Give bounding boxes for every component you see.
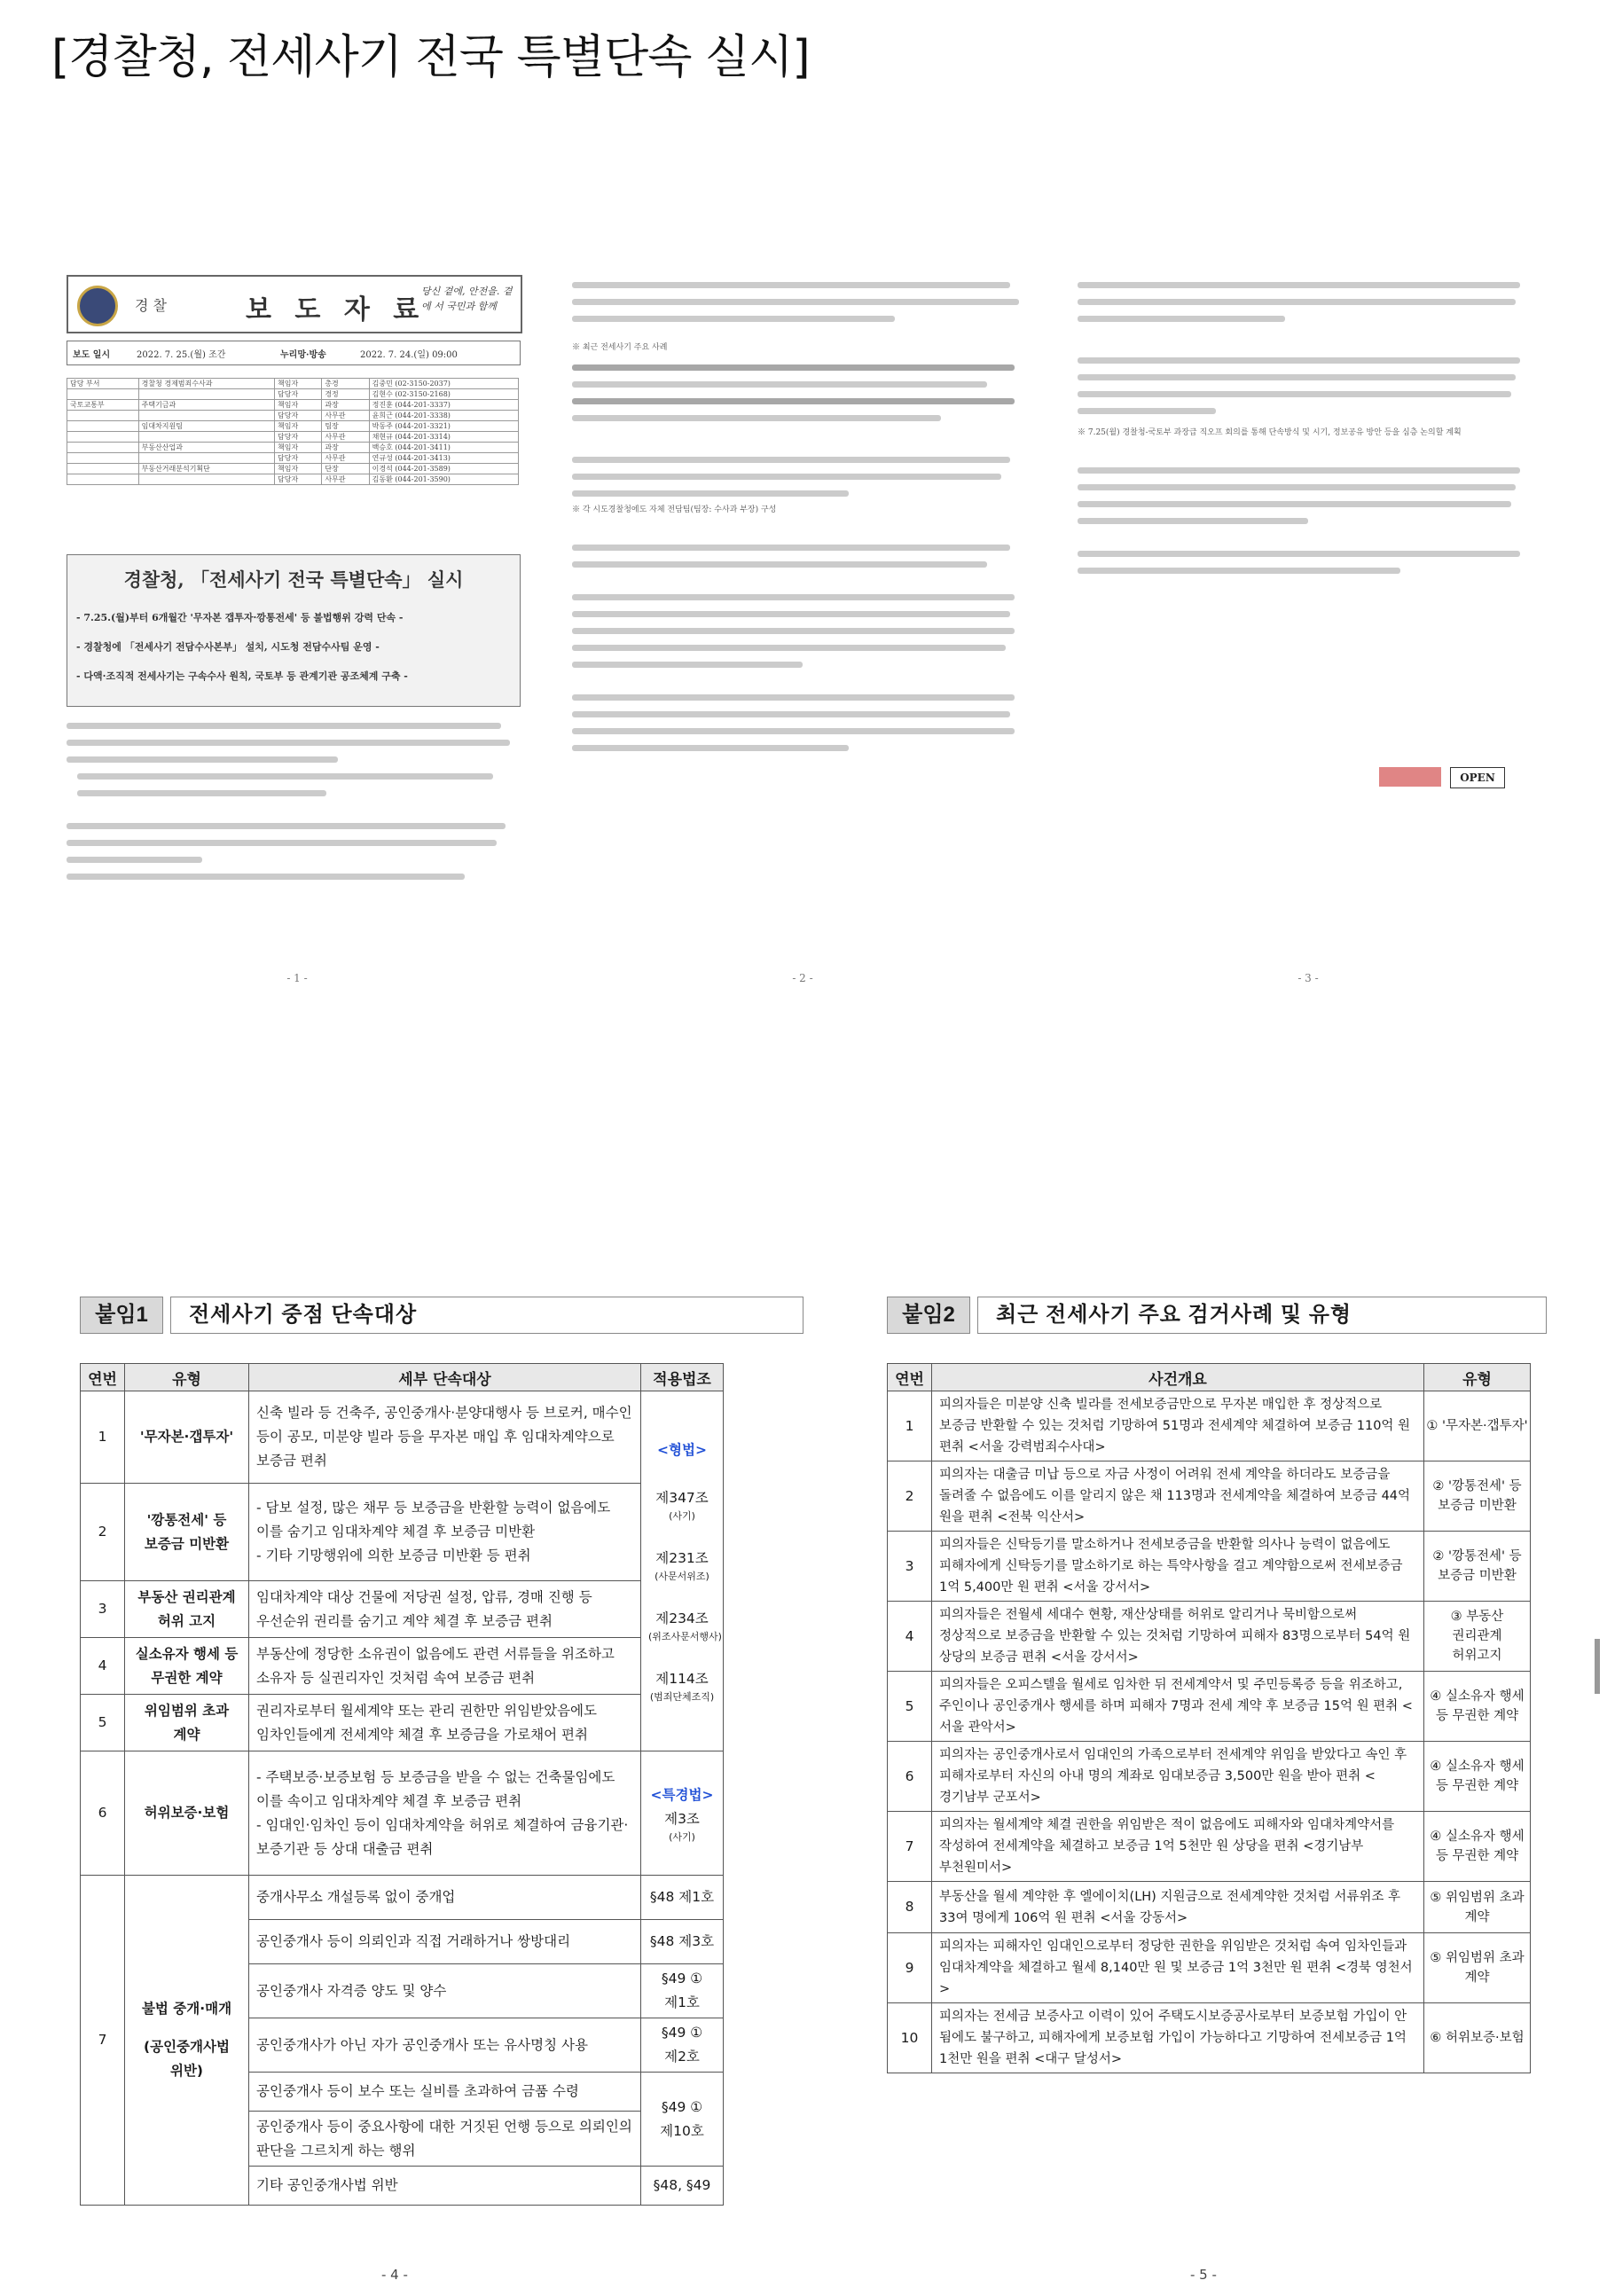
row-number: 5 <box>888 1672 932 1742</box>
case-summary: 피의자는 대출금 미납 등으로 자금 사정이 어려워 전세 계약을 하더라도 보증금을 돌려줄 수 없음에도 이를 알리지 않은 채 113명과 전세계약을 체결하여 보증금 44억 원을 편취 <전북 익산서> <box>932 1461 1424 1532</box>
table-row <box>81 1695 724 1751</box>
headline-bullet-3: - 다액·조직적 전세사기는 구속수사 원칙, 국토부 등 관계기관 공조체계 구축 - <box>76 670 408 682</box>
case-summary: 부동산을 월세 계약한 후 엘에이치(LH) 지원금으로 전세계약한 것처럼 서류위조 후 33여 명에게 106억 원 편취 <서울 강동서> <box>932 1882 1424 1933</box>
table-header-row <box>888 1364 1531 1391</box>
row-type: 실소유자 행세 등 무권한 계약 <box>125 1638 249 1695</box>
row-number: 4 <box>81 1638 125 1695</box>
release-info-bar <box>67 341 521 365</box>
law-cell: §48, §49 <box>641 2167 724 2206</box>
row-detail <box>249 1484 641 1581</box>
contact-row <box>67 443 519 453</box>
contact-cell: 단장 <box>322 464 369 474</box>
media-label: 누리망·방송 <box>280 350 326 360</box>
contact-cell: 과장 <box>322 443 369 453</box>
press-release-page-3 <box>1078 275 1539 984</box>
case-summary: 피의자들은 오피스텔을 월세로 임차한 뒤 전세계약서 및 주민등록증 등을 위조하고, 주인이나 공인중개사 행세를 하며 피해자 7명과 전세 계약 후 보증금 15억 원 편취 <서울 관악서> <box>932 1672 1424 1742</box>
contact-cell: 책임자 <box>275 464 322 474</box>
row-number: 1 <box>888 1391 932 1461</box>
row-detail: 임대차계약 대상 건물에 저당권 설정, 압류, 경매 진행 등 우선순위 권리를 숨기고 계약 체결 후 보증금 편취 <box>249 1581 641 1638</box>
contact-cell <box>67 389 139 400</box>
press-release-page-2 <box>572 275 1033 984</box>
law-cell: §48 제3호 <box>641 1920 724 1964</box>
contact-cell: 채현규 (044-201-3314) <box>369 432 518 443</box>
contact-cell <box>138 453 274 464</box>
contact-cell: 박동주 (044-201-3321) <box>369 421 518 432</box>
row-number: 7 <box>888 1812 932 1882</box>
detail-item: - 기타 기망행위에 의한 보증금 미반환 등 편취 <box>256 1548 531 1563</box>
case-summary: 피의자는 피해자인 임대인으로부터 정당한 권한을 위임받은 것처럼 속여 임차인들과 임대차계약을 체결하고 월세 8,140만 원 및 보증금 1억 3천만 원 편취 <경북 영천서> <box>932 1933 1424 2003</box>
contact-cell: 부동산산업과 <box>138 443 274 453</box>
attachment-title: 최근 전세사기 주요 검거사례 및 유형 <box>977 1297 1547 1334</box>
page-number: - 1 - <box>286 972 308 984</box>
law-article: 제234조 <box>655 1610 709 1626</box>
law-article: 제231조 <box>655 1550 709 1566</box>
contact-cell <box>67 411 139 421</box>
case-type: ② '깡통전세' 등 보증금 미반환 <box>1424 1461 1531 1532</box>
column-header: 적용법조 <box>641 1364 724 1391</box>
law-article: 제347조 <box>655 1490 709 1506</box>
police-emblem-icon <box>77 286 118 326</box>
case-type: ⑥ 허위보증·보험 <box>1424 2003 1531 2073</box>
row-detail: 기타 공인중개사법 위반 <box>249 2167 641 2206</box>
row-number: 2 <box>81 1484 125 1581</box>
headline-box <box>67 554 521 707</box>
contact-cell <box>138 389 274 400</box>
enforcement-target-table <box>80 1363 724 2206</box>
row-number: 1 <box>81 1391 125 1484</box>
case-summary: 피의자는 공인중개사로서 임대인의 가족으로부터 전세계약 위임을 받았다고 속인 후 피해자로부터 자신의 아내 명의 계좌로 임대보증금 3,500만 원을 받아 편취 <경기남부 군포서> <box>932 1742 1424 1812</box>
contact-row <box>67 411 519 421</box>
contact-cell: 팀장 <box>322 421 369 432</box>
row-type: 허위보증·보험 <box>125 1751 249 1876</box>
contact-cell <box>138 432 274 443</box>
arrest-case-table <box>887 1363 1531 2073</box>
row-number: 3 <box>888 1532 932 1602</box>
contact-cell: 담당자 <box>275 411 322 421</box>
headline: 경찰청, 「전세사기 전국 특별단속」 실시 <box>123 568 464 591</box>
contact-cell <box>67 421 139 432</box>
page-number: - 3 - <box>1297 972 1319 984</box>
contact-cell: 책임자 <box>275 443 322 453</box>
law-article-desc: (위조사문서행사) <box>648 1631 722 1642</box>
table-row <box>888 1461 1531 1532</box>
table-row <box>81 1638 724 1695</box>
law-article-desc: (사문서위조) <box>655 1571 709 1582</box>
contact-row <box>67 400 519 411</box>
law-article-desc: (범죄단체조직) <box>649 1691 715 1703</box>
case-summary: 피의자들은 신탁등기를 말소하거나 전세보증금을 반환할 의사나 능력이 없음에도 피해자에게 신탁등기를 말소하기로 하는 특약사항을 걸고 계약함으로써 전세보증금 1억 5,400만 원 편취 <서울 강서서> <box>932 1532 1424 1602</box>
contact-cell: 사무관 <box>322 453 369 464</box>
contact-cell: 국토교통부 <box>67 400 139 411</box>
contact-row <box>67 453 519 464</box>
law-cell: §49 ① 제10호 <box>641 2073 724 2167</box>
contact-cell <box>67 464 139 474</box>
contact-cell: 담당자 <box>275 432 322 443</box>
row-number: 6 <box>888 1742 932 1812</box>
row-detail: 공인중개사 자격증 양도 및 양수 <box>249 1964 641 2018</box>
attachment-badge: 붙임2 <box>887 1297 970 1334</box>
criminal-law-label: <형법> <box>657 1442 707 1458</box>
contact-cell <box>67 453 139 464</box>
row-type-main: 불법 중개·매개 <box>141 2001 232 2017</box>
row-type: '무자본·갭투자' <box>125 1391 249 1484</box>
cases-heading: ※ 최근 전세사기 주요 사례 <box>572 343 668 352</box>
law-cell: §49 ① 제1호 <box>641 1964 724 2018</box>
case-type: ④ 실소유자 행세 등 무권한 계약 <box>1424 1672 1531 1742</box>
body-text-blurred <box>572 282 1033 762</box>
row-detail: 공인중개사 등이 의뢰인과 직접 거래하거나 쌍방대리 <box>249 1920 641 1964</box>
row-number: 2 <box>888 1461 932 1532</box>
contact-cell: 책임자 <box>275 379 322 389</box>
headline-bullet-1: - 7.25.(월)부터 6개월간 '무자본 갭투자·깡통전세' 등 불법행위 강력 단속 - <box>76 612 404 623</box>
law-article-desc: (사기) <box>669 1830 695 1843</box>
row-type <box>125 1876 249 2206</box>
contact-cell: 임대차지원팀 <box>138 421 274 432</box>
contact-cell: 김중민 (02-3150-2037) <box>369 379 518 389</box>
gov-logo-icon <box>1379 767 1441 787</box>
row-detail: 공인중개사 등이 보수 또는 실비를 초과하여 금품 수령 <box>249 2073 641 2112</box>
press-release-header <box>67 275 522 333</box>
contact-cell: 사무관 <box>322 432 369 443</box>
law-cell: §49 ① 제2호 <box>641 2018 724 2073</box>
case-type: ⑤ 위임범위 초과 계약 <box>1424 1882 1531 1933</box>
law-cell: §48 제1호 <box>641 1876 724 1920</box>
law-article-desc: (사기) <box>669 1510 695 1522</box>
row-number: 4 <box>888 1602 932 1672</box>
body-text-blurred <box>1078 282 1539 584</box>
table-row <box>81 1484 724 1581</box>
contact-cell: 책임자 <box>275 421 322 432</box>
column-header: 연번 <box>888 1364 932 1391</box>
case-type: ③ 부동산 권리관계 허위고지 <box>1424 1602 1531 1672</box>
page-number: - 2 - <box>792 972 813 984</box>
page-number: - 5 - <box>1190 2267 1217 2283</box>
table-row <box>888 1742 1531 1812</box>
row-number: 9 <box>888 1933 932 2003</box>
case-type: ① '무자본·갭투자' <box>1424 1391 1531 1461</box>
case-type: ⑤ 위임범위 초과 계약 <box>1424 1933 1531 2003</box>
slogan: 당신 곁에, 안전을. 곁에 서 국민과 함께 <box>421 286 513 312</box>
row-detail: 신축 빌라 등 건축주, 공인중개사·분양대행사 등 브로커, 매수인 등이 공모, 미분양 빌라 등을 무자본 매입 후 임대차계약으로 보증금 편취 <box>249 1391 641 1484</box>
table-row <box>888 1882 1531 1933</box>
row-detail <box>249 1751 641 1876</box>
contact-cell: 담당자 <box>275 389 322 400</box>
page-number: - 4 - <box>381 2267 408 2283</box>
contact-cell: 책임자 <box>275 400 322 411</box>
contact-cell: 주택기금과 <box>138 400 274 411</box>
meeting-note: ※ 7.25(월) 경찰청-국토부 과장급 직오프 회의를 통해 단속방식 및 시기, 정보공유 방안 등을 심층 논의할 계획 <box>1078 428 1462 437</box>
attachment-title: 전세사기 중점 단속대상 <box>170 1297 804 1334</box>
contact-cell: 경정 <box>322 389 369 400</box>
column-header: 연번 <box>81 1364 125 1391</box>
press-release-title: 보 도 자 료 <box>246 294 427 325</box>
column-header: 사건개요 <box>932 1364 1424 1391</box>
table-row <box>81 1581 724 1638</box>
scrollbar-thumb[interactable] <box>1595 1639 1600 1694</box>
table-row <box>888 1532 1531 1602</box>
media-value: 2022. 7. 24.(일) 09:00 <box>360 350 458 360</box>
table-row <box>888 1672 1531 1742</box>
contact-cell: 연규성 (044-201-3413) <box>369 453 518 464</box>
contact-cell: 총경 <box>322 379 369 389</box>
contact-cell <box>67 443 139 453</box>
table-row <box>81 1876 724 1920</box>
row-detail: 중개사무소 개설등록 없이 중개업 <box>249 1876 641 1920</box>
contact-row <box>67 389 519 400</box>
contact-cell: 정진훈 (044-201-3337) <box>369 400 518 411</box>
contact-cell: 이경석 (044-201-3589) <box>369 464 518 474</box>
row-type: 위임범위 초과 계약 <box>125 1695 249 1751</box>
row-type: '깡통전세' 등 보증금 미반환 <box>125 1484 249 1581</box>
table-row <box>81 1391 724 1484</box>
contact-cell: 담당자 <box>275 453 322 464</box>
row-number: 5 <box>81 1695 125 1751</box>
headline-bullet-2: - 경찰청에 「전세사기 전담수사본부」 설치, 시도청 전담수사팀 운영 - <box>76 641 380 653</box>
case-type: ④ 실소유자 행세 등 무권한 계약 <box>1424 1742 1531 1812</box>
detail-item: - 주택보증·보증보험 등 보증금을 받을 수 없는 건축물임에도 이를 속이고 임대차계약 체결 후 보증금 편취 <box>256 1768 615 1809</box>
row-type: 부동산 권리관계 허위 고지 <box>125 1581 249 1638</box>
row-number: 3 <box>81 1581 125 1638</box>
contact-cell: 사무관 <box>322 474 369 485</box>
law-cell-criminal <box>641 1391 724 1751</box>
table-row <box>888 1391 1531 1461</box>
contact-cell: 사무관 <box>322 411 369 421</box>
contact-cell <box>138 474 274 485</box>
contact-table <box>67 378 519 485</box>
contact-cell: 김동환 (044-201-3590) <box>369 474 518 485</box>
page-title: [경찰청, 전세사기 전국 특별단속 실시] <box>51 31 810 84</box>
table-header-row <box>81 1364 724 1391</box>
team-note: ※ 각 시도경찰청에도 자체 전담팀(팀장: 수사과 부장) 구성 <box>572 505 777 514</box>
case-summary: 피의자들은 전월세 세대수 현황, 재산상태를 허위로 알리거나 묵비함으로써 정상적으로 보증금을 반환할 수 있는 것처럼 기망하여 피해자 83명으로부터 54억 원 상당의 보증금 편취 <서울 강서서> <box>932 1602 1424 1672</box>
row-detail: 공인중개사 등이 중요사항에 대한 거짓된 언행 등으로 의뢰인의 판단을 그르치게 하는 행위 <box>249 2112 641 2167</box>
case-summary: 피의자는 월세계약 체결 권한을 위임받은 적이 없음에도 피해자와 임대차계약서를 작성하여 전세계약을 체결하고 보증금 1억 5천만 원 상당을 편취 <경기남부 부천원미서> <box>932 1812 1424 1882</box>
table-row <box>888 1933 1531 2003</box>
press-release-page-1 <box>67 275 528 984</box>
row-number: 8 <box>888 1882 932 1933</box>
contact-cell: 김현수 (02-3150-2168) <box>369 389 518 400</box>
open-logo: OPEN <box>1450 767 1505 788</box>
contact-cell: 담당 부서 <box>67 379 139 389</box>
row-number: 10 <box>888 2003 932 2073</box>
column-header: 유형 <box>1424 1364 1531 1391</box>
column-header: 세부 단속대상 <box>249 1364 641 1391</box>
contact-cell: 담당자 <box>275 474 322 485</box>
contact-cell <box>67 432 139 443</box>
detail-item: - 담보 설정, 많은 채무 등 보증금을 반환할 능력이 없음에도 이를 숨기고 임대차계약 체결 후 보증금 미반환 <box>256 1500 611 1540</box>
law-article: 제114조 <box>655 1671 709 1687</box>
table-row <box>888 2003 1531 2073</box>
release-date-label: 보도 일시 <box>73 350 111 360</box>
row-number: 7 <box>81 1876 125 2206</box>
row-number: 6 <box>81 1751 125 1876</box>
contact-row <box>67 432 519 443</box>
contact-cell <box>138 411 274 421</box>
contact-cell <box>67 474 139 485</box>
detail-item: - 임대인·임차인 등이 임대차계약을 허위로 체결하여 금융기관·보증기관 등 상대 대출금 편취 <box>256 1816 629 1857</box>
case-summary: 피의자들은 미분양 신축 빌라를 전세보증금만으로 무자본 매입한 후 정상적으로 보증금 반환할 수 있는 것처럼 기망하여 51명과 전세계약 체결하여 보증금 110억 원 편취 <서울 강력범죄수사대> <box>932 1391 1424 1461</box>
contact-cell: 부동산거래분석기획단 <box>138 464 274 474</box>
contact-row <box>67 474 519 485</box>
contact-cell: 과장 <box>322 400 369 411</box>
column-header: 유형 <box>125 1364 249 1391</box>
row-detail: 권리자로부터 월세계약 또는 관리 권한만 위임받았음에도 임차인들에게 전세계약 체결 후 보증금을 가로채어 편취 <box>249 1695 641 1751</box>
table-row <box>888 1602 1531 1672</box>
case-summary: 피의자는 전세금 보증사고 이력이 있어 주택도시보증공사로부터 보증보험 가입이 안 됨에도 불구하고, 피해자에게 보증보험 가입이 가능하다고 기망하여 전세보증금 1억 1천만 원을 편취 <대구 달성서> <box>932 2003 1424 2073</box>
contact-row <box>67 421 519 432</box>
release-date-value: 2022. 7. 25.(월) 조간 <box>137 350 226 360</box>
contact-cell: 경찰청 경제범죄수사과 <box>138 379 274 389</box>
contact-cell: 백승호 (044-201-3411) <box>369 443 518 453</box>
row-detail: 공인중개사가 아닌 자가 공인중개사 또는 유사명칭 사용 <box>249 2018 641 2073</box>
contact-row <box>67 379 519 389</box>
agency-name: 경 찰 <box>135 297 167 314</box>
row-type-sub: (공인중개사법 위반) <box>144 2039 230 2079</box>
attachment-badge: 붙임1 <box>80 1297 163 1334</box>
body-text-blurred <box>67 723 519 890</box>
case-type: ④ 실소유자 행세 등 무권한 계약 <box>1424 1812 1531 1882</box>
row-detail: 부동산에 정당한 소유권이 없음에도 관련 서류들을 위조하고 소유자 등 실권리자인 것처럼 속여 보증금 편취 <box>249 1638 641 1695</box>
contact-cell: 윤희근 (044-201-3338) <box>369 411 518 421</box>
law-article: 제3조 <box>664 1810 700 1827</box>
table-row <box>888 1812 1531 1882</box>
special-law-label: <특경법> <box>650 1786 714 1803</box>
table-row <box>81 1751 724 1876</box>
law-cell-special <box>641 1751 724 1876</box>
contact-row <box>67 464 519 474</box>
case-type: ② '깡통전세' 등 보증금 미반환 <box>1424 1532 1531 1602</box>
